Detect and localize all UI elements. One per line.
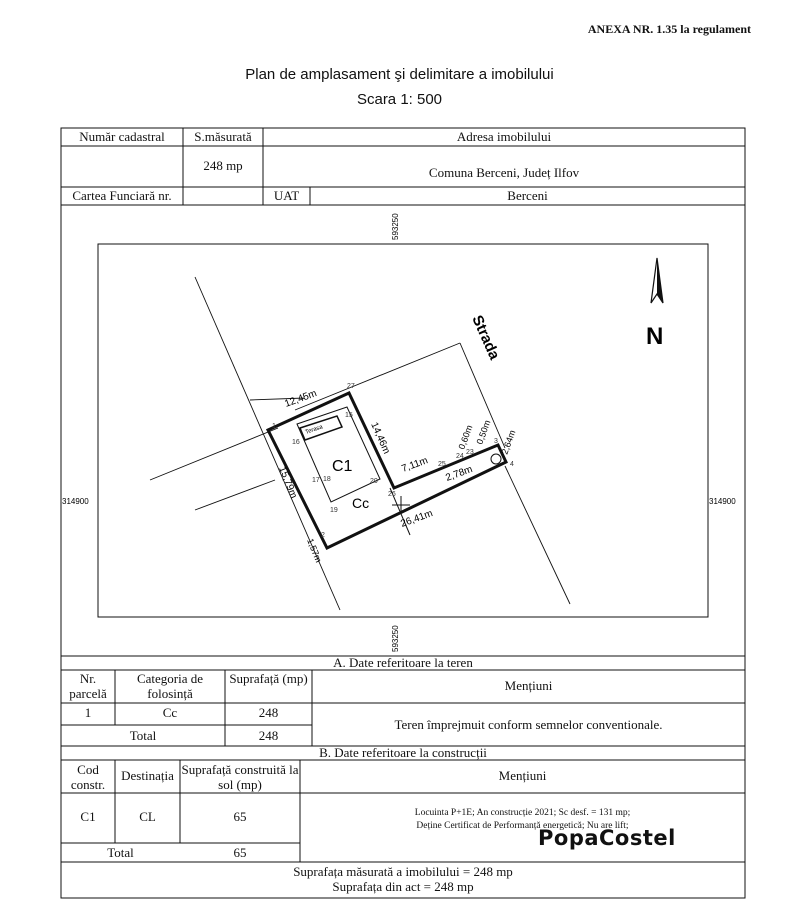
coord-left: 314900: [62, 497, 89, 506]
point-label: 18: [323, 476, 331, 483]
plan-frame: [98, 244, 708, 617]
watermark: PopaCostel: [538, 826, 676, 850]
point-label: 4: [510, 461, 514, 468]
total-label: Total: [129, 728, 157, 743]
col-nr-parcela: Nr. parcelă: [69, 671, 107, 701]
coord-right: 314900: [709, 497, 736, 506]
point-label: 1: [272, 423, 276, 430]
footer-line-1: Suprafața măsurată a imobilului = 248 mp: [293, 864, 513, 879]
col-destinatia: Destinația: [121, 768, 174, 783]
street-label: Strada: [468, 312, 503, 363]
nr-cadastral-label: Număr cadastral: [79, 129, 165, 144]
total-b-label: Total: [107, 845, 134, 860]
dim-label: 2,64m: [499, 428, 518, 456]
neighbor-boundary-line: [505, 466, 570, 604]
point-label: 17: [312, 477, 320, 484]
uat-value: Berceni: [507, 188, 548, 203]
point-label: 20: [370, 478, 378, 485]
dim-label: 0,60m: [456, 423, 475, 451]
col-mentiuni: Mențiuni: [504, 678, 553, 693]
point-label: 3: [494, 438, 498, 445]
point-label: 24: [456, 453, 464, 460]
uat-label: UAT: [273, 188, 300, 203]
carte-funciara-label: Cartea Funciară nr.: [72, 188, 172, 203]
adresa-value: Comuna Berceni, Județ Ilfov: [428, 165, 580, 180]
constr-cod: C1: [80, 809, 96, 824]
col-cod: Cod constr.: [70, 762, 106, 792]
north-arrow: [646, 258, 663, 350]
building-c1: [297, 407, 380, 502]
terrace-label: Terasa: [304, 424, 324, 436]
street-edge-line: [295, 343, 460, 410]
parcel-category: Cc: [162, 705, 178, 720]
s-masurata-label: S.măsurată: [194, 129, 252, 144]
category-label: Cc: [352, 495, 370, 511]
point-label: 15: [345, 412, 353, 419]
dim-label: 12,45m: [283, 388, 319, 410]
s-masurata-value: 248 mp: [203, 158, 243, 173]
gate-mark: [491, 454, 501, 464]
point-label: 2: [321, 532, 325, 539]
section-a-title: A. Date referitoare la teren: [333, 655, 473, 670]
coord-top: 593250: [391, 213, 400, 240]
col-categoria: Categoria de folosință: [136, 671, 204, 701]
document-title: Plan de amplasament şi delimitare a imobilului: [245, 66, 554, 83]
total-value: 248: [258, 728, 279, 743]
col-mentiuni-b: Mențiuni: [498, 768, 547, 783]
constr-area: 65: [233, 809, 247, 824]
neighbor-boundary-line: [150, 428, 278, 480]
dim-label: 0,50m: [474, 418, 493, 446]
north-label: N: [646, 323, 664, 350]
point-label: 23: [466, 449, 474, 456]
total-b-value: 65: [233, 845, 247, 860]
neighbor-boundary-line: [195, 480, 275, 510]
dim-label: 7,11m: [400, 455, 430, 475]
dim-label: 26,41m: [399, 508, 435, 530]
col-suprafata-constr: Suprafață construită la sol (mp): [181, 762, 299, 792]
point-label: 25: [438, 461, 446, 468]
point-label: 19: [330, 507, 338, 514]
point-label: 26: [388, 491, 396, 498]
dim-label: 15,79m: [276, 465, 299, 501]
scale-label: Scara 1: 500: [356, 91, 443, 108]
section-b-title: B. Date referitoare la construcții: [319, 745, 487, 760]
coord-bottom: 593250: [391, 625, 400, 652]
dim-label: 1,57m: [305, 537, 324, 564]
constr-note-1: Locuinta P+1E; An construcție 2021; Sc desf. = 131 mp;: [414, 808, 631, 818]
building-label: C1: [332, 458, 353, 475]
annex-label: ANEXA NR. 1.35 la regulament: [587, 22, 751, 36]
point-label: 27: [347, 383, 355, 390]
parcel-area: 248: [258, 705, 279, 720]
teren-note: Teren împrejmuit conform semnelor conventionale.: [394, 717, 663, 732]
constr-note-2: Deține Certificat de Performanță energetică; Nu are lift;: [416, 821, 629, 831]
col-suprafata: Suprafață (mp): [229, 671, 308, 686]
point-label: 16: [292, 439, 300, 446]
dim-label: 14,46m: [368, 420, 392, 456]
adresa-label: Adresa imobilului: [456, 129, 552, 144]
constr-dest: CL: [139, 809, 156, 824]
dim-label: 2,78m: [444, 463, 475, 484]
parcel-nr: 1: [84, 705, 92, 720]
footer-line-2: Suprafața din act = 248 mp: [332, 879, 474, 894]
